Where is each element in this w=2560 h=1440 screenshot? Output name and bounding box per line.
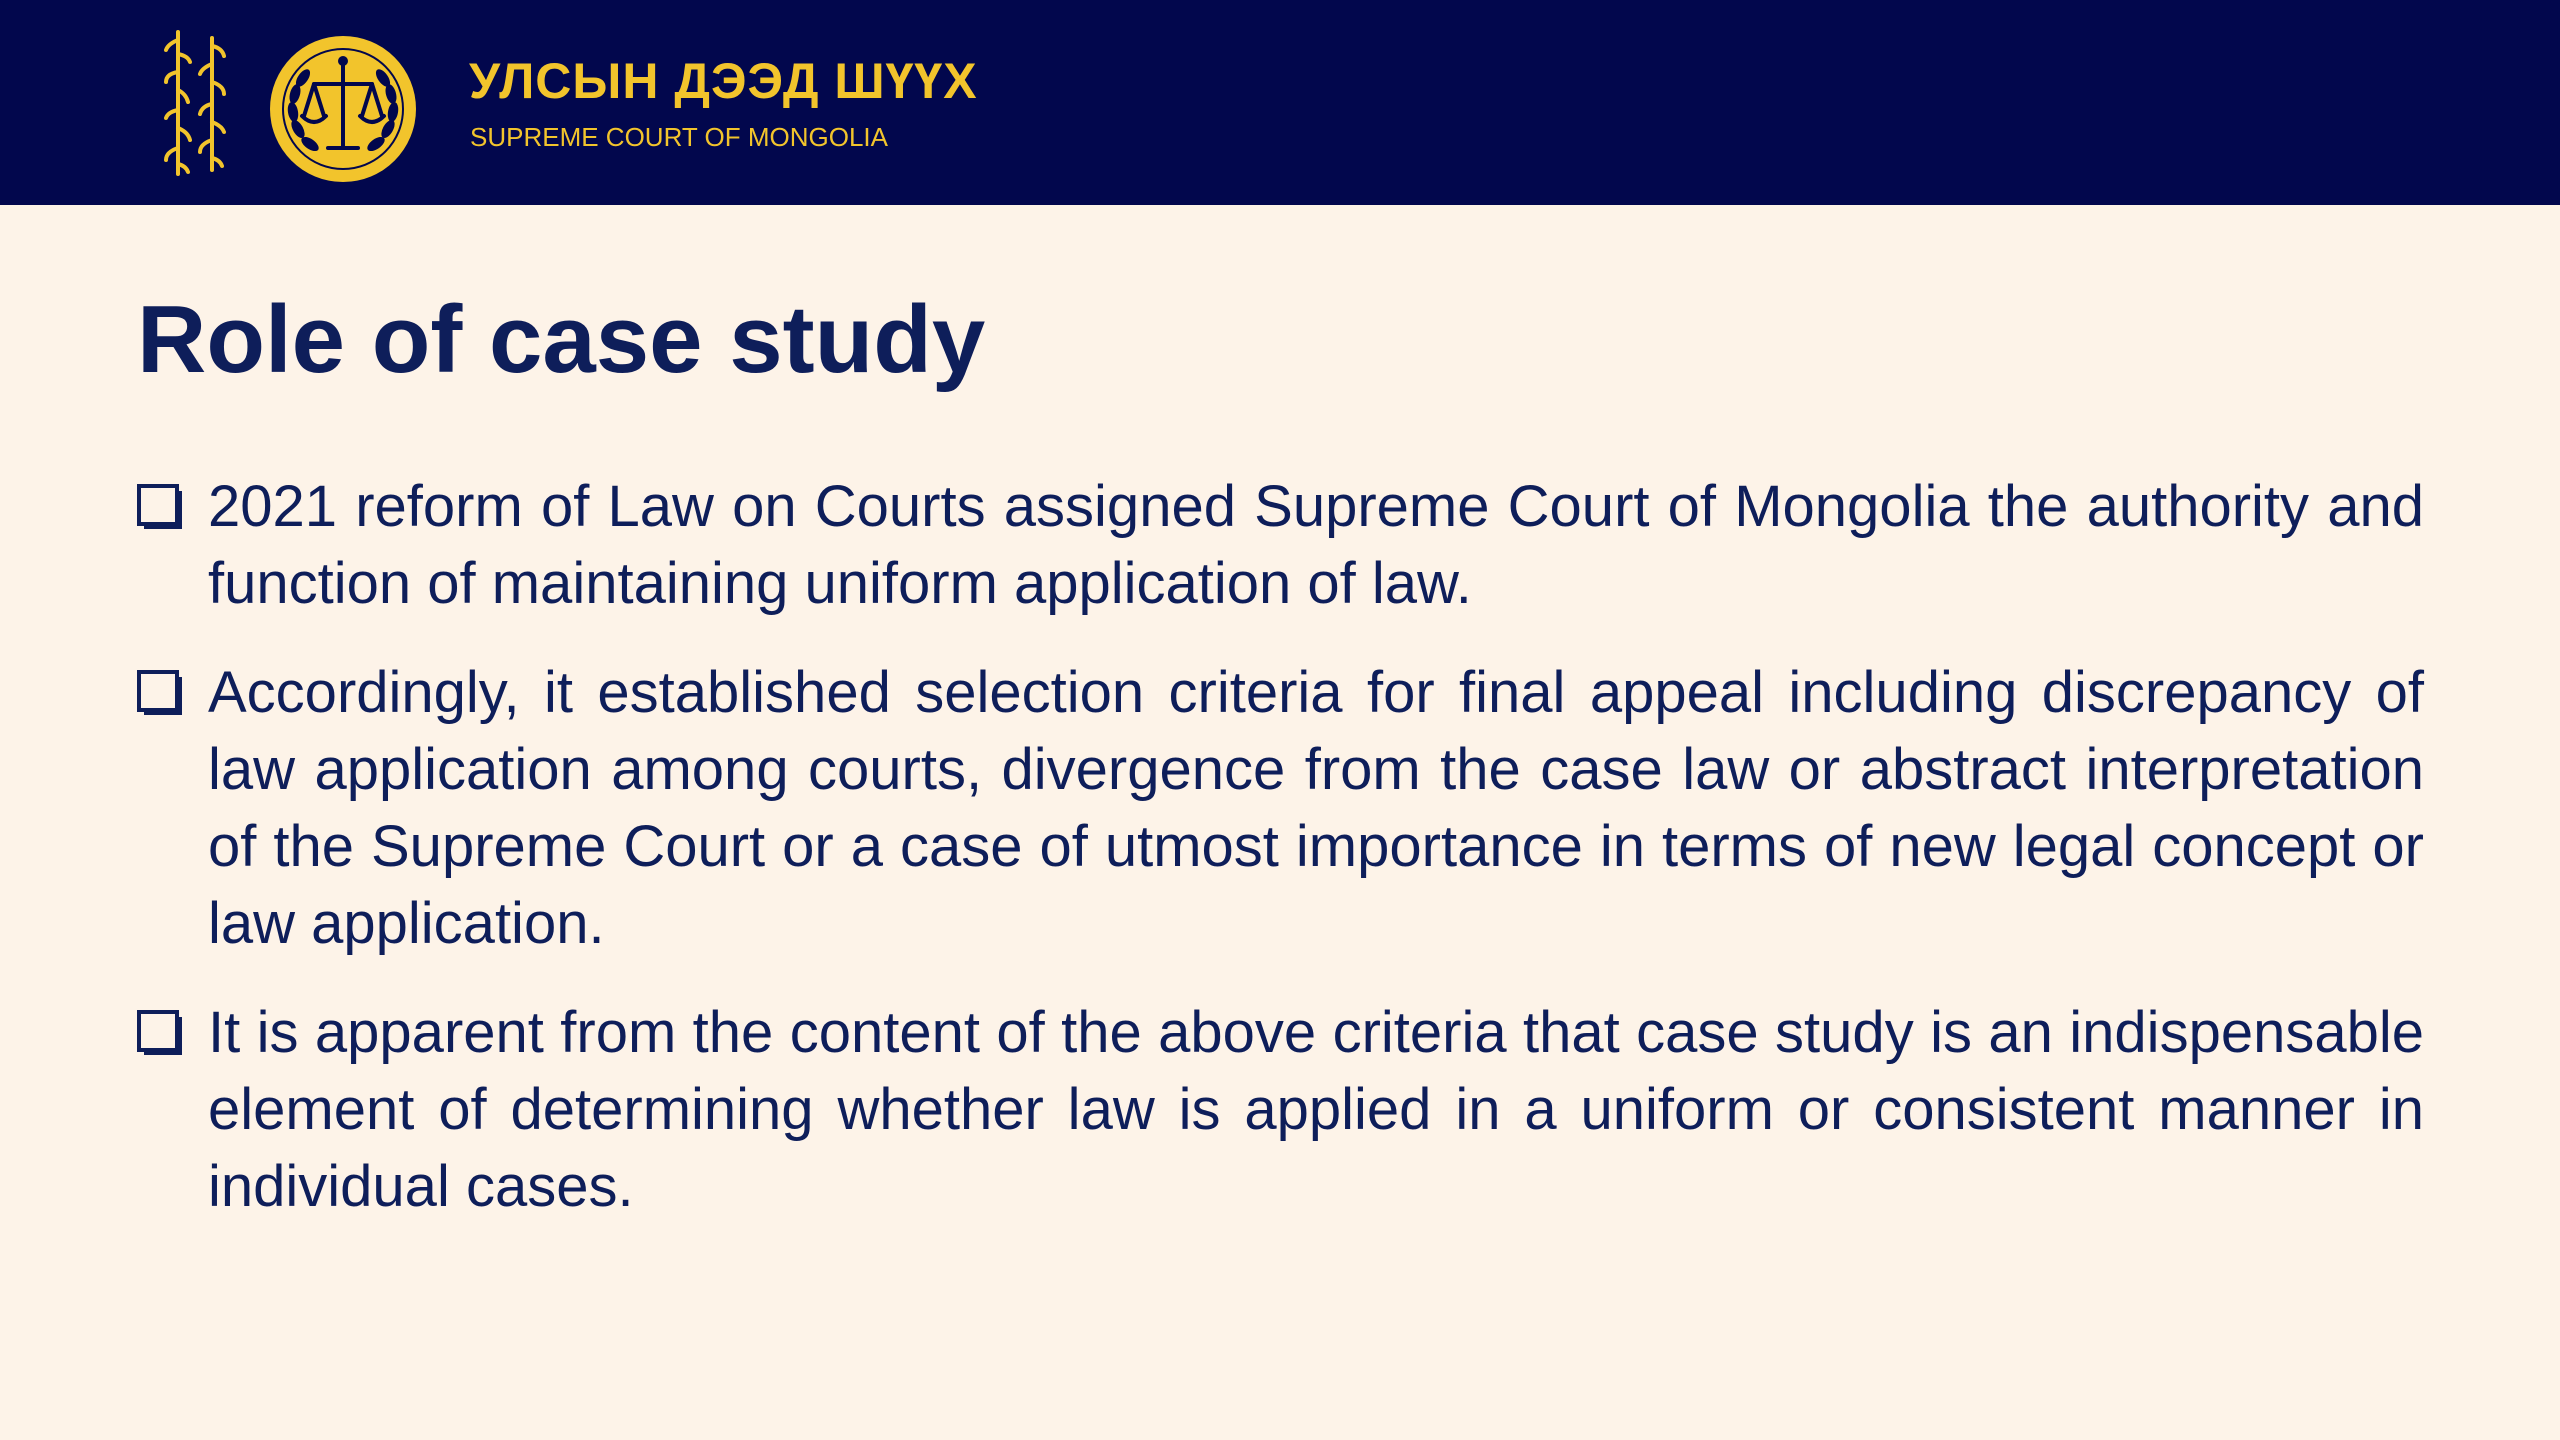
slide-title: Role of case study: [137, 286, 986, 393]
org-name: УЛСЫН ДЭЭД ШҮҮХ: [469, 53, 978, 109]
org-name-english: SUPREME COURT OF MONGOLIA: [470, 122, 888, 152]
mongolian-script-icon: [160, 24, 232, 182]
bullet-item: [136, 654, 2424, 962]
bullet-text: It is apparent from the content of the above criteria that case study is an indispensable element of determining whether law is applied in a uniform or consistent manner in individual cases.: [208, 1000, 2424, 1219]
header-band: [0, 0, 2560, 205]
bullet-item: [136, 468, 2424, 622]
square-bullet-icon: [136, 669, 184, 717]
bullet-list: [136, 468, 2424, 1257]
bullet-text: 2021 reform of Law on Courts assigned Supreme Court of Mongolia the authority and function of maintaining uniform application of law.: [208, 474, 2424, 616]
bullet-item: [136, 994, 2424, 1225]
square-bullet-icon: [136, 1009, 184, 1057]
square-bullet-icon: [136, 483, 184, 531]
scales-of-justice-emblem-icon: [268, 34, 418, 184]
bullet-text: Accordingly, it established selection criteria for final appeal including discrepancy of law application among courts, divergence from the case law or abstract interpretation of the Supreme Court or a case of utmost importance in terms of new legal concept or law application.: [208, 660, 2424, 956]
